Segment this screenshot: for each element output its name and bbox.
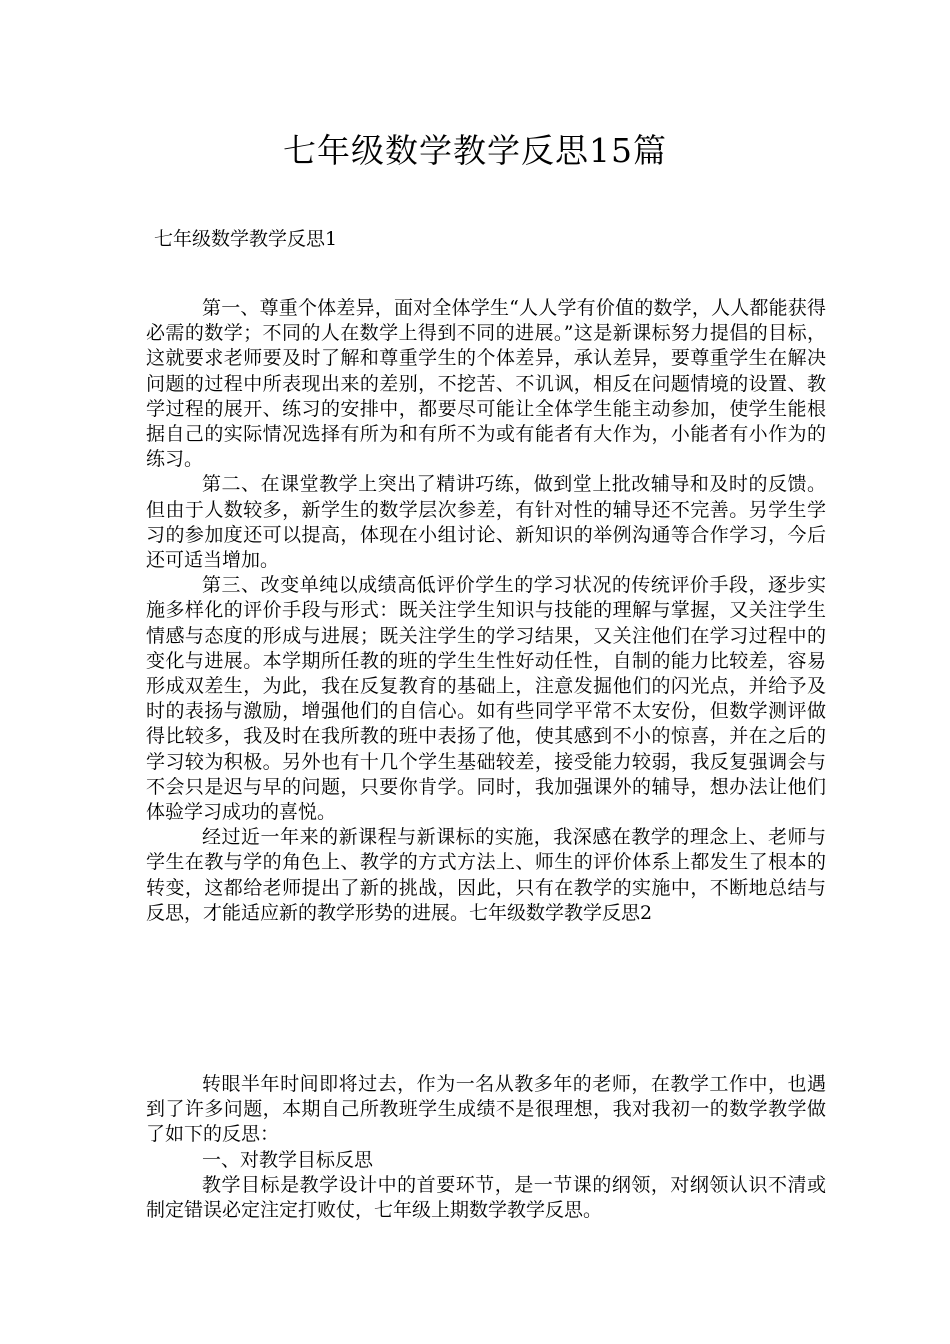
paragraph: 转眼半年时间即将过去，作为一名从教多年的老师，在教学工作中，也遇到了许多问题，本期自己所教班学生成绩不是很理想，我对我初一的数学教学做了如下的反思：	[146, 1073, 826, 1146]
subheading: 一、对教学目标反思	[202, 1148, 374, 1171]
section-1-body	[146, 296, 826, 926]
document-title: 七年级数学教学反思15篇	[283, 131, 667, 170]
paragraph: 教学目标是教学设计中的首要环节，是一节课的纲领，对纲领认识不清或制定错误必定注定打败仗，七年级上期数学教学反思。	[146, 1173, 826, 1222]
paragraph: 第三、改变单纯以成绩高低评价学生的学习状况的传统评价手段，逐步实施多样化的评价手段与形式：既关注学生知识与技能的理解与掌握，又关注学生情感与态度的形成与进展；既关注学生的学习结果，又关注他们在学习过程中的变化与进展。本学期所任教的班的学生生性好动任性，自制的能力比较差，容易形成双差生，为此，我在反复教育的基础上，注意发掘他们的闪光点，并给予及时的表扬与激励，增强他们的自信心。如有些同学平常不太安份，但数学测评做得比较多，我及时在我所教的班中表扬了他，使其感到不小的惊喜，并在之后的学习较为积极。另外也有十几个学生基础较差，接受能力较弱，我反复强调会与不会只是迟与早的问题，只要你肯学。同时，我加强课外的辅导，想办法让他们体验学习成功的喜悦。	[146, 574, 826, 824]
section-2-body	[146, 1072, 826, 1223]
paragraph: 第一、尊重个体差异，面对全体学生“人人学有价值的数学，人人都能获得必需的数学；不同的人在数学上得到不同的进展。”这是新课标努力提倡的目标，这就要求老师要及时了解和尊重学生的个体差异，承认差异，要尊重学生在解决问题的过程中所表现出来的差别，不挖苦、不讥讽，相反在问题情境的设置、教学过程的展开、练习的安排中，都要尽可能让全体学生能主动参加，使学生能根据自己的实际情况选择有所为和有所不为或有能者有大作为，小能者有小作为的练习。	[146, 297, 826, 471]
section-heading: 七年级数学教学反思1	[154, 228, 338, 250]
paragraph: 经过近一年来的新课程与新课标的实施，我深感在教学的理念上、老师与学生在教与学的角色上、教学的方式方法上、师生的评价体系上都发生了根本的转变，这都给老师提出了新的挑战，因此，只有在教学的实施中，不断地总结与反思，才能适应新的教学形势的进展。七年级数学教学反思2	[146, 826, 826, 924]
paragraph: 第二、在课堂教学上突出了精讲巧练，做到堂上批改辅导和及时的反馈。但由于人数较多，新学生的数学层次参差，有针对性的辅导还不完善。另学生学习的参加度还可以提高，体现在小组讨论、新知识的举例沟通等合作学习，今后还可适当增加。	[146, 473, 826, 572]
